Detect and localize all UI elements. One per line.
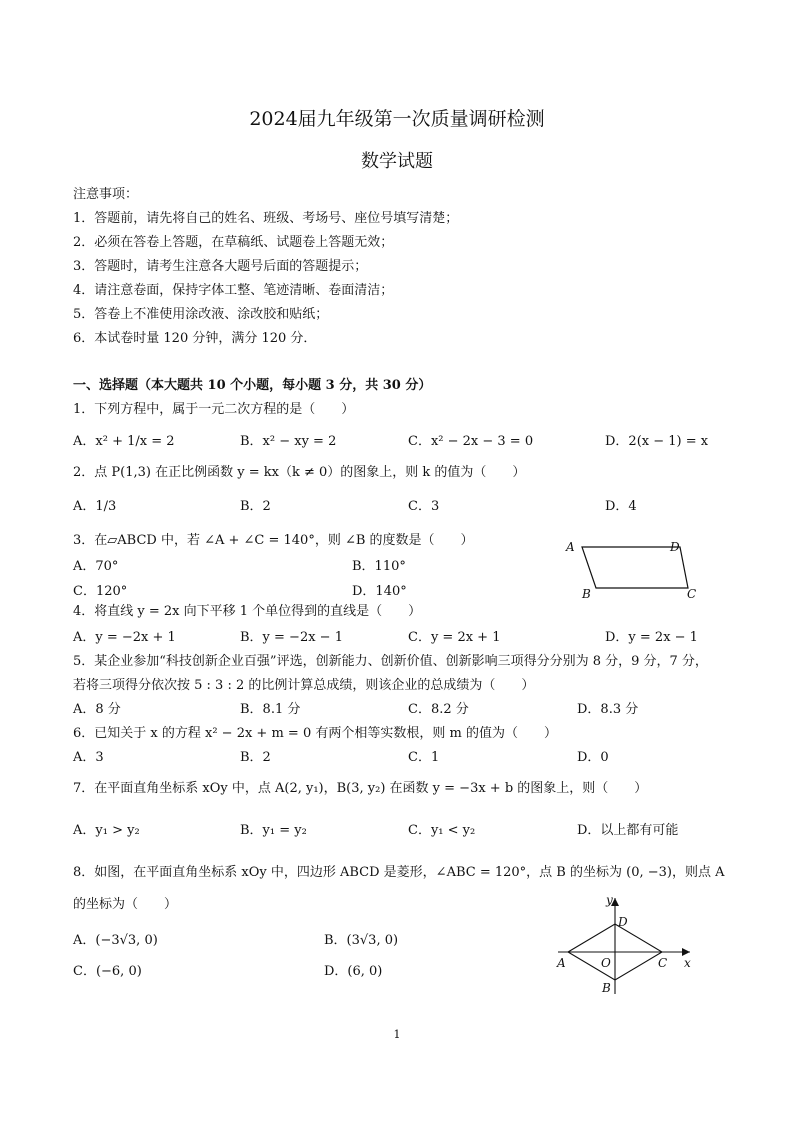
option-c: C．y₁ < y₂ xyxy=(408,823,476,838)
page-number: 1 xyxy=(393,1028,401,1041)
label-c: C xyxy=(658,956,668,970)
option-a: A．70° xyxy=(73,559,119,574)
x-axis-arrow xyxy=(682,948,690,956)
question-stem-continued: 若将三项得分依次按 5 : 3 : 2 的比例计算总成绩，则该企业的总成绩为（ ） xyxy=(73,678,535,693)
option-d: D．0 xyxy=(577,750,609,765)
option-b: B．y = −2x − 1 xyxy=(240,630,343,645)
option-c: C．y = 2x + 1 xyxy=(408,630,501,645)
label-o: O xyxy=(601,956,611,970)
question-stem-continued: 的坐标为（ ） xyxy=(73,897,178,912)
option-a: A．3 xyxy=(73,750,104,765)
notice-item: 6．本试卷时量 120 分钟，满分 120 分． xyxy=(73,331,317,346)
parallelogram-figure xyxy=(560,536,700,602)
notice-item: 2．必须在答卷上答题，在草稿纸、试题卷上答题无效； xyxy=(73,235,394,250)
page-subtitle: 数学试题 xyxy=(361,151,433,172)
label-b: B xyxy=(602,981,611,995)
option-b: B．8.1 分 xyxy=(240,702,301,717)
label-a: A xyxy=(566,540,575,554)
question-stem: 7．在平面直角坐标系 xOy 中，点 A(2, y₁)，B(3, y₂) 在函数 y = −3x + b 的图象上，则（ ） xyxy=(73,781,648,796)
option-d: D．4 xyxy=(605,499,637,514)
question-stem: 5．某企业参加“科技创新企业百强”评选，创新能力、创新价值、创新影响三项得分分别为 8 分，9 分，7 分， xyxy=(73,654,708,669)
question-stem: 3．在▱ABCD 中，若 ∠A + ∠C = 140°，则 ∠B 的度数是（ ） xyxy=(73,533,474,548)
question-stem: 8．如图，在平面直角坐标系 xOy 中，四边形 ABCD 是菱形，∠ABC = 120°，点 B 的坐标为 (0, −3)，则点 A xyxy=(73,865,725,880)
notice-heading: 注意事项： xyxy=(73,187,139,202)
option-a: A．x² + 1/x = 2 xyxy=(73,434,175,449)
option-b: B．2 xyxy=(240,750,271,765)
option-c: C．1 xyxy=(408,750,440,765)
question-stem: 6．已知关于 x 的方程 x² − 2x + m = 0 有两个相等实数根，则 m 的值为（ ） xyxy=(73,726,557,741)
option-b: B．2 xyxy=(240,499,271,514)
option-a: A．1/3 xyxy=(73,499,117,514)
option-d: D．140° xyxy=(352,584,407,599)
option-a: A．(−3√3, 0) xyxy=(73,933,158,948)
option-d: D．8.3 分 xyxy=(577,702,639,717)
option-a: A．8 分 xyxy=(73,702,121,717)
rhombus-figure xyxy=(550,890,700,996)
option-c: C．(−6, 0) xyxy=(73,964,142,979)
option-c: C．3 xyxy=(408,499,440,514)
option-c: C．8.2 分 xyxy=(408,702,469,717)
option-b: B．y₁ = y₂ xyxy=(240,823,307,838)
option-a: A．y₁ > y₂ xyxy=(73,823,140,838)
page-title: 2024届九年级第一次质量调研检测 xyxy=(249,108,545,130)
option-c: C．120° xyxy=(73,584,128,599)
question-stem: 4．将直线 y = 2x 向下平移 1 个单位得到的直线是（ ） xyxy=(73,604,422,619)
question-stem: 2．点 P(1,3) 在正比例函数 y = kx（k ≠ 0）的图象上，则 k 的值为（ ） xyxy=(73,465,526,480)
option-a: A．y = −2x + 1 xyxy=(73,630,176,645)
option-d: D．以上都有可能 xyxy=(577,823,679,838)
option-d: D．(6, 0) xyxy=(324,964,383,979)
notice-item: 1．答题前，请先将自己的姓名、班级、考场号、座位号填写清楚； xyxy=(73,211,459,226)
label-c: C xyxy=(687,587,697,601)
option-d: D．y = 2x − 1 xyxy=(605,630,698,645)
label-x: x xyxy=(684,956,691,970)
option-d: D．2(x − 1) = x xyxy=(605,434,709,449)
option-c: C．x² − 2x − 3 = 0 xyxy=(408,434,534,449)
section-heading: 一、选择题（本大题共 10 个小题，每小题 3 分，共 30 分） xyxy=(73,378,432,393)
option-b: B．x² − xy = 2 xyxy=(240,434,337,449)
label-d: D xyxy=(618,915,628,929)
label-a: A xyxy=(557,956,566,970)
notice-item: 3．答题时，请考生注意各大题号后面的答题提示； xyxy=(73,259,368,274)
option-b: B．110° xyxy=(352,559,406,574)
notice-item: 4．请注意卷面，保持字体工整、笔迹清晰、卷面清洁； xyxy=(73,283,394,298)
notice-item: 5．答卷上不准使用涂改液、涂改胶和贴纸； xyxy=(73,307,329,322)
label-b: B xyxy=(582,587,591,601)
label-y: y xyxy=(606,893,613,907)
question-stem: 1．下列方程中，属于一元二次方程的是（ ） xyxy=(73,402,355,417)
option-b: B．(3√3, 0) xyxy=(324,933,399,948)
label-d: D xyxy=(670,540,680,554)
